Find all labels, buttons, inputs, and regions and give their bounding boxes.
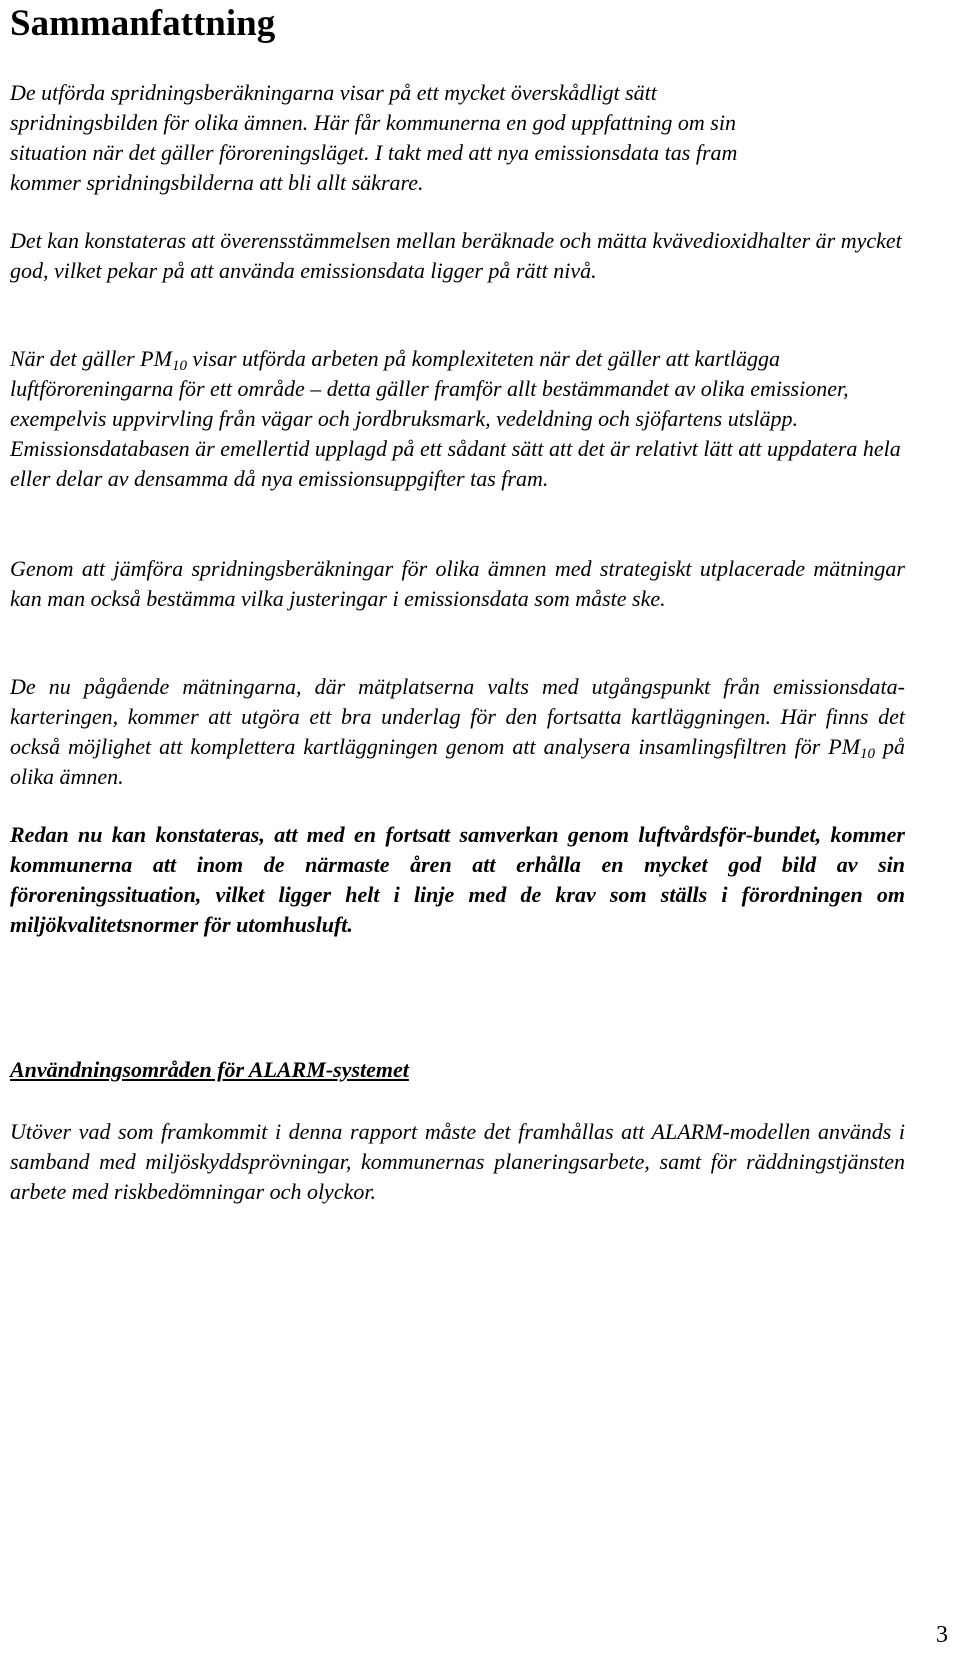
p5-text-start: De nu pågående mätningarna, där mätplatserna valts med utgångspunkt från emissionsdata-karteringen, kommer att utgöra ett bra underlag för den fortsatta kartläggningen. Här finns det också möjlighet att komplettera kartläggningen genom att analysera insamlingsfiltren för PM — [10, 674, 905, 759]
summary-paragraph-4: Genom att jämföra spridningsberäkningar för olika ämnen med strategiskt utplacerade mätningar kan man också bestämma vilka justeringar i emissionsdata som måste ske. — [10, 556, 905, 611]
section-heading-alarm: Användningsområden för ALARM-systemet — [10, 1057, 409, 1082]
page-title: Sammanfattning — [10, 3, 276, 44]
pm10-subscript: 10 — [171, 358, 187, 374]
alarm-usage-paragraph: Utöver vad som framkommit i denna rapport måste det framhållas att ALARM-modellen används i samband med miljöskyddsprövningar, kommunernas planeringsarbete, samt för räddningstjänsten arbete med riskbedömningar och olyckor. — [10, 1119, 905, 1204]
summary-paragraph-3 — [10, 344, 915, 494]
page-number: 3 — [936, 1622, 948, 1648]
p3-text-end: visar utförda arbeten på komplexiteten när det gäller att kartlägga luftföroreningarna för ett område – detta gäller framför allt bestämmandet av olika emissioner, exempelvis uppvirvling från vägar och jordbruksmark, vedeldning och sjöfartens utsläpp. Emissionsdatabasen är emellertid upplagd på ett sådant sätt att det är relativt lätt att uppdatera hela eller delar av densamma då nya emissionsuppgifter tas fram. — [10, 346, 901, 491]
document-page — [10, 0, 948, 1204]
p5-text-end: på olika ämnen. — [10, 734, 906, 789]
summary-paragraph-1: De utförda spridningsberäkningarna visar på ett mycket överskådligt sätt spridningsbilden för olika ämnen. Här får kommunerna en god uppfattning om sin situation när det gäller föroreningsläget. I takt med att nya emissionsdata tas fram kommer spridningsbilderna att bli allt säkrare. — [10, 80, 738, 195]
summary-conclusion-paragraph: Redan nu kan konstateras, att med en fortsatt samverkan genom luftvårdsför-bundet, kommer kommunerna att inom de närmaste åren att erhålla en mycket god bild av sin föroreningssituation, vilket ligger helt i linje med de krav som ställs i förordningen om miljökvalitetsnormer för utomhusluft. — [10, 822, 905, 937]
summary-paragraph-5 — [10, 672, 905, 792]
p3-text-start: När det gäller PM — [10, 346, 172, 371]
pm10-subscript-2: 10 — [860, 746, 876, 762]
summary-paragraph-2: Det kan konstateras att överensstämmelsen mellan beräknade och mätta kvävedioxidhalter är mycket god, vilket pekar på att använda emissionsdata ligger på rätt nivå. — [10, 228, 902, 283]
